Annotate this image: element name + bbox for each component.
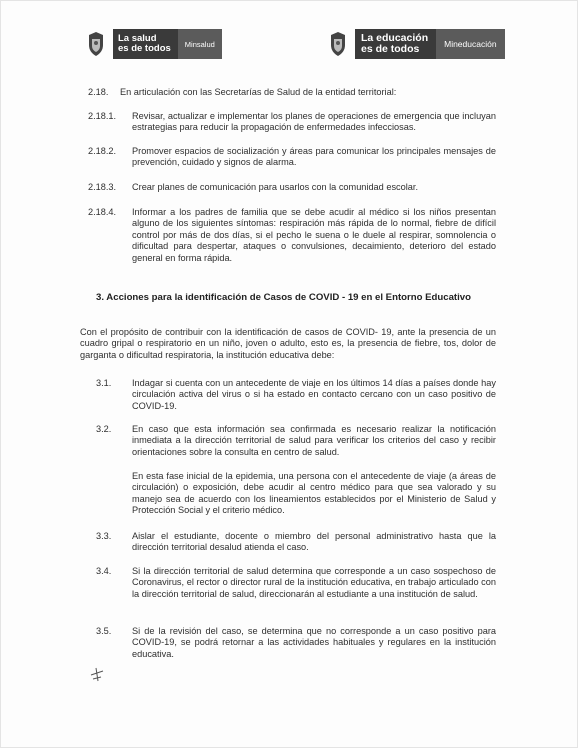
item-text: Informar a los padres de familia que se debe acudir al médico si los niños presentan alguno de los siguientes síntomas: respiración más rápida de lo normal, fiebre de difícil control por más de dos días, si el pecho le suena o le duele al respirar, somnolencia o dificultad para despertar, ataques o convulsiones, decaimiento, deterioro del estado general en forma rápida. bbox=[132, 207, 496, 263]
item-number: 2.18. bbox=[88, 87, 109, 97]
item-number: 2.18.4. bbox=[88, 207, 117, 217]
colombia-crest-icon bbox=[328, 31, 348, 57]
item-number: 3.5. bbox=[96, 626, 112, 636]
colombia-crest-icon bbox=[86, 31, 106, 57]
item-text: Revisar, actualizar e implementar los planes de operaciones de emergencia que incluyan estrategias para reducir la propagación de enfermedades infecciosas. bbox=[132, 111, 496, 133]
item-text: En caso que esta información sea confirmada es necesario realizar la notificación inmediata a la dirección territorial de salud para verificar los criterios del caso y recibir orientaciones sobre la consulta en centro de salud. bbox=[132, 424, 496, 457]
item-number: 3.4. bbox=[96, 566, 112, 576]
handwritten-mark-icon bbox=[88, 665, 106, 683]
item-text: En articulación con las Secretarías de Salud de la entidad territorial: bbox=[120, 87, 397, 97]
header-minsalud bbox=[86, 28, 222, 60]
minsalud-banner bbox=[113, 29, 222, 59]
item-number: 2.18.1. bbox=[88, 111, 117, 121]
item-text: Crear planes de comunicación para usarlos con la comunidad escolar. bbox=[132, 182, 418, 192]
item-number: 2.18.2. bbox=[88, 146, 117, 156]
item-text: Si la dirección territorial de salud determina que corresponde a un caso sospechoso de Coronavirus, el rector o director rural de la institución educativa, en trabajo articulado con la dirección territorial de salud, direccionarán al estudiante a una institución de salud. bbox=[132, 566, 496, 599]
item-number: 3.1. bbox=[96, 378, 112, 388]
brand-line-2: es de todos bbox=[361, 43, 420, 55]
item-text: Aislar el estudiante, docente o miembro del personal administrativo hasta que la dirección territorial desalud atienda el caso. bbox=[132, 531, 496, 553]
section-heading: 3. Acciones para la identificación de Casos de COVID - 19 en el Entorno Educativo bbox=[96, 292, 471, 303]
brand-line-1: La educación bbox=[361, 32, 429, 44]
item-text: Promover espacios de socialización y áreas para comunicar los principales mensajes de prevención, cuidado y signos de alarma. bbox=[132, 146, 496, 168]
header-mineducacion bbox=[328, 28, 505, 60]
brand-line-1: La salud bbox=[118, 33, 157, 44]
item-number: 2.18.3. bbox=[88, 182, 117, 192]
item-number: 3.2. bbox=[96, 424, 112, 434]
ministry-label: Minsalud bbox=[178, 29, 222, 59]
item-number: 3.3. bbox=[96, 531, 112, 541]
brand-line-2: es de todos bbox=[118, 43, 171, 54]
item-text: Si de la revisión del caso, se determina que no corresponde a un caso positivo para COVID-19, se podrá retornar a las actividades habituales y regulares en la institución educativa. bbox=[132, 626, 496, 659]
ministry-label: Mineducación bbox=[436, 29, 504, 59]
mineducacion-banner bbox=[355, 29, 505, 59]
item-text-continued: En esta fase inicial de la epidemia, una persona con el antecedente de viaje (a áreas de circulación) o exposición, debe acudir al centro médico para que sea valorado y su manejo sea de acuerdo con los lineamientos establecidos por el Ministerio de Salud y Protección Social y el criterio médico. bbox=[132, 471, 496, 516]
item-text: Indagar si cuenta con un antecedente de viaje en los últimos 14 días a países donde hay circulación activa del virus o si ha estado en contacto cercano con un caso positivo de COVID-19. bbox=[132, 378, 496, 411]
section-intro: Con el propósito de contribuir con la identificación de casos de COVID- 19, ante la presencia de un cuadro gripal o respiratorio en un niño, joven o adulto, esto es, la presencia de fiebre, tos, dolor de garganta o dificultad respiratoria, la institución educativa debe: bbox=[80, 327, 496, 360]
